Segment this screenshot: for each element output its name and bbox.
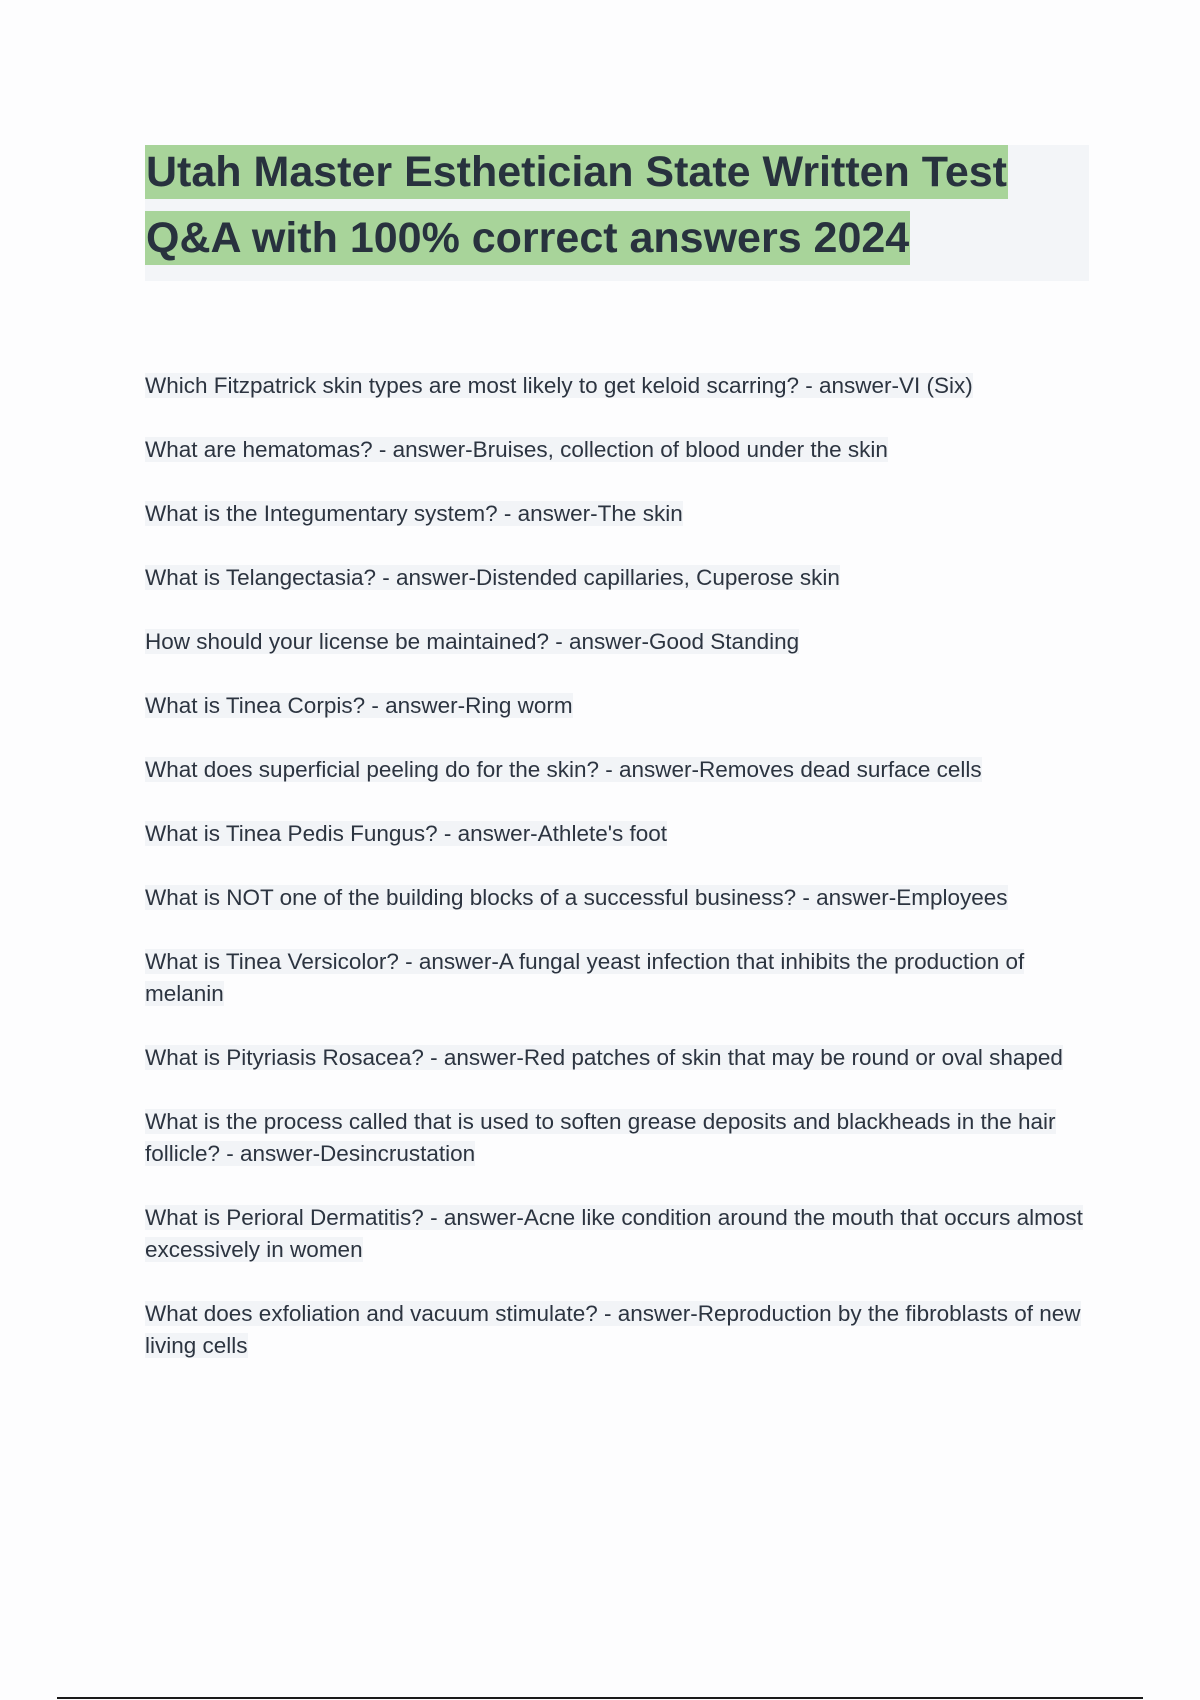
qa-item xyxy=(145,498,1085,530)
qa-list xyxy=(145,370,1085,1394)
qa-text: What is Tinea Pedis Fungus? - answer-Athlete's foot xyxy=(145,821,668,846)
footer-divider xyxy=(57,1697,1143,1699)
qa-item xyxy=(145,882,1085,914)
qa-text: What is Tinea Versicolor? - answer-A fungal yeast infection that inhibits the production of melanin xyxy=(145,949,1025,1006)
qa-item xyxy=(145,818,1085,850)
qa-text: How should your license be maintained? - answer-Good Standing xyxy=(145,629,800,654)
document-title-line-1: Utah Master Esthetician State Written Test xyxy=(145,145,1008,199)
qa-item xyxy=(145,754,1085,786)
qa-item xyxy=(145,434,1085,466)
qa-text: What is Pityriasis Rosacea? - answer-Red patches of skin that may be round or oval shaped xyxy=(145,1045,1063,1070)
qa-item xyxy=(145,690,1085,722)
qa-item xyxy=(145,1106,1085,1170)
qa-text: What is the process called that is used to soften grease deposits and blackheads in the hair follicle? - answer-Desincrustation xyxy=(145,1109,1056,1166)
qa-item xyxy=(145,370,1085,402)
qa-item xyxy=(145,1202,1085,1266)
qa-text: What is Perioral Dermatitis? - answer-Acne like condition around the mouth that occurs almost excessively in women xyxy=(145,1205,1083,1262)
qa-text: Which Fitzpatrick skin types are most likely to get keloid scarring? - answer-VI (Six) xyxy=(145,373,973,398)
qa-item xyxy=(145,562,1085,594)
qa-text: What is the Integumentary system? - answer-The skin xyxy=(145,501,683,526)
qa-text: What does exfoliation and vacuum stimulate? - answer-Reproduction by the fibroblasts of new living cells xyxy=(145,1301,1081,1358)
qa-item xyxy=(145,1298,1085,1362)
qa-item xyxy=(145,1042,1085,1074)
qa-text: What does superficial peeling do for the skin? - answer-Removes dead surface cells xyxy=(145,757,982,782)
qa-item xyxy=(145,626,1085,658)
qa-text: What are hematomas? - answer-Bruises, collection of blood under the skin xyxy=(145,437,888,462)
qa-text: What is Tinea Corpis? - answer-Ring worm xyxy=(145,693,573,718)
qa-text: What is Telangectasia? - answer-Distended capillaries, Cuperose skin xyxy=(145,565,840,590)
qa-text: What is NOT one of the building blocks of a successful business? - answer-Employees xyxy=(145,885,1008,910)
title-block xyxy=(145,145,1089,281)
document-title-line-2: Q&A with 100% correct answers 2024 xyxy=(145,211,910,265)
qa-item xyxy=(145,946,1085,1010)
